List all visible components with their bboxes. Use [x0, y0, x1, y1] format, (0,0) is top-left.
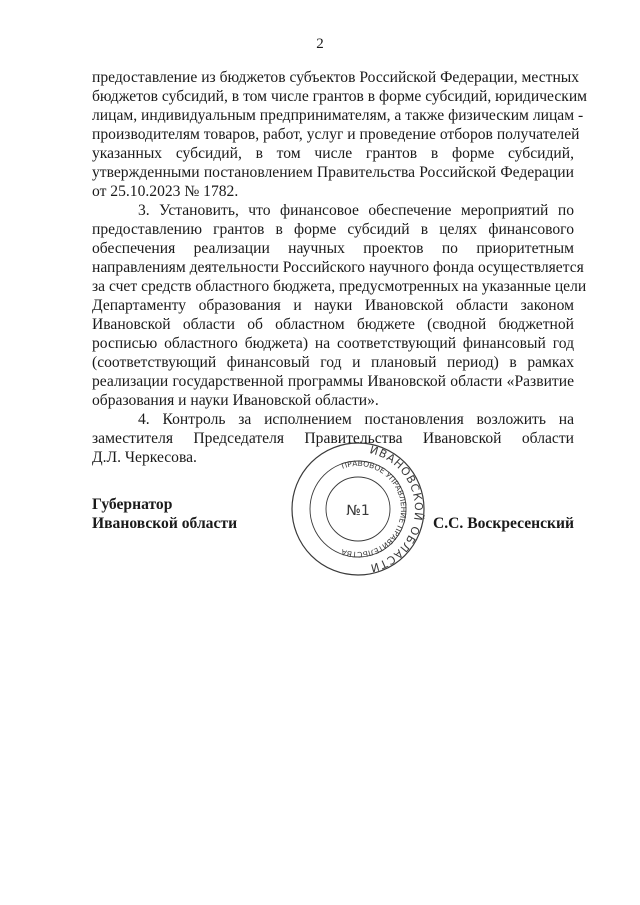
text-line: заместителя Председателя Правительства Ивановской области [92, 430, 574, 447]
text-line: за счет средств областного бюджета, предусмотренных на указанные цели [92, 278, 587, 295]
text-line: обеспечения реализации научных проектов по приоритетным [92, 240, 574, 257]
text-line: реализации государственной программы Ивановской области «Развитие [92, 373, 574, 390]
text-line: лицам, индивидуальным предпринимателям, а также физическим лицам - [92, 107, 584, 124]
text-line: 3. Установить, что финансовое обеспечение мероприятий по [138, 202, 574, 219]
text-line: 4. Контроль за исполнением постановления возложить на [138, 411, 574, 428]
text-line: предоставлению грантов в форме субсидий в целях финансового [92, 221, 574, 238]
text-line: бюджетов субсидий, в том числе грантов в форме субсидий, юридическим [92, 88, 588, 105]
text-line: росписью областного бюджета) на соответствующий финансовый год [92, 335, 574, 352]
seal-stamp-icon [290, 441, 426, 577]
page-number: 2 [316, 36, 324, 52]
text-line: (соответствующий финансовый год и плановый период) в рамках [92, 354, 574, 371]
text-line: образования и науки Ивановской области». [92, 392, 379, 409]
text-line: предоставление из бюджетов субъектов Российской Федерации, местных [92, 69, 580, 86]
seal-outer-text: ИВАНОВСКОЙ ОБЛАСТИ [368, 443, 426, 575]
signatory-title-line1: Губернатор [92, 496, 173, 513]
text-line: от 25.10.2023 № 1782. [92, 183, 239, 200]
text-line: производителям товаров, работ, услуг и проведение отборов получателей [92, 126, 580, 143]
text-line: Ивановской области об областном бюджете (сводной бюджетной [92, 316, 574, 333]
signatory-title-line2: Ивановской области [92, 515, 238, 532]
official-seal [290, 441, 426, 577]
text-line: утвержденными постановлением Правительства Российской Федерации [92, 164, 574, 181]
signatory-name: С.С. Воскресенский [433, 515, 574, 532]
text-line: Департаменту образования и науки Ивановской области законом [92, 297, 574, 314]
seal-number: №1 [346, 503, 370, 519]
text-line: направлениям деятельности Российского научного фонда осуществляется [92, 259, 584, 276]
text-line: указанных субсидий, в том числе грантов в форме субсидий, [92, 145, 574, 162]
seal-inner-text: ПРАВОВОЕ УПРАВЛЕНИЕ ПРАВИТЕЛЬСТВА [340, 458, 409, 560]
text-line: Д.Л. Черкесова. [92, 449, 197, 466]
